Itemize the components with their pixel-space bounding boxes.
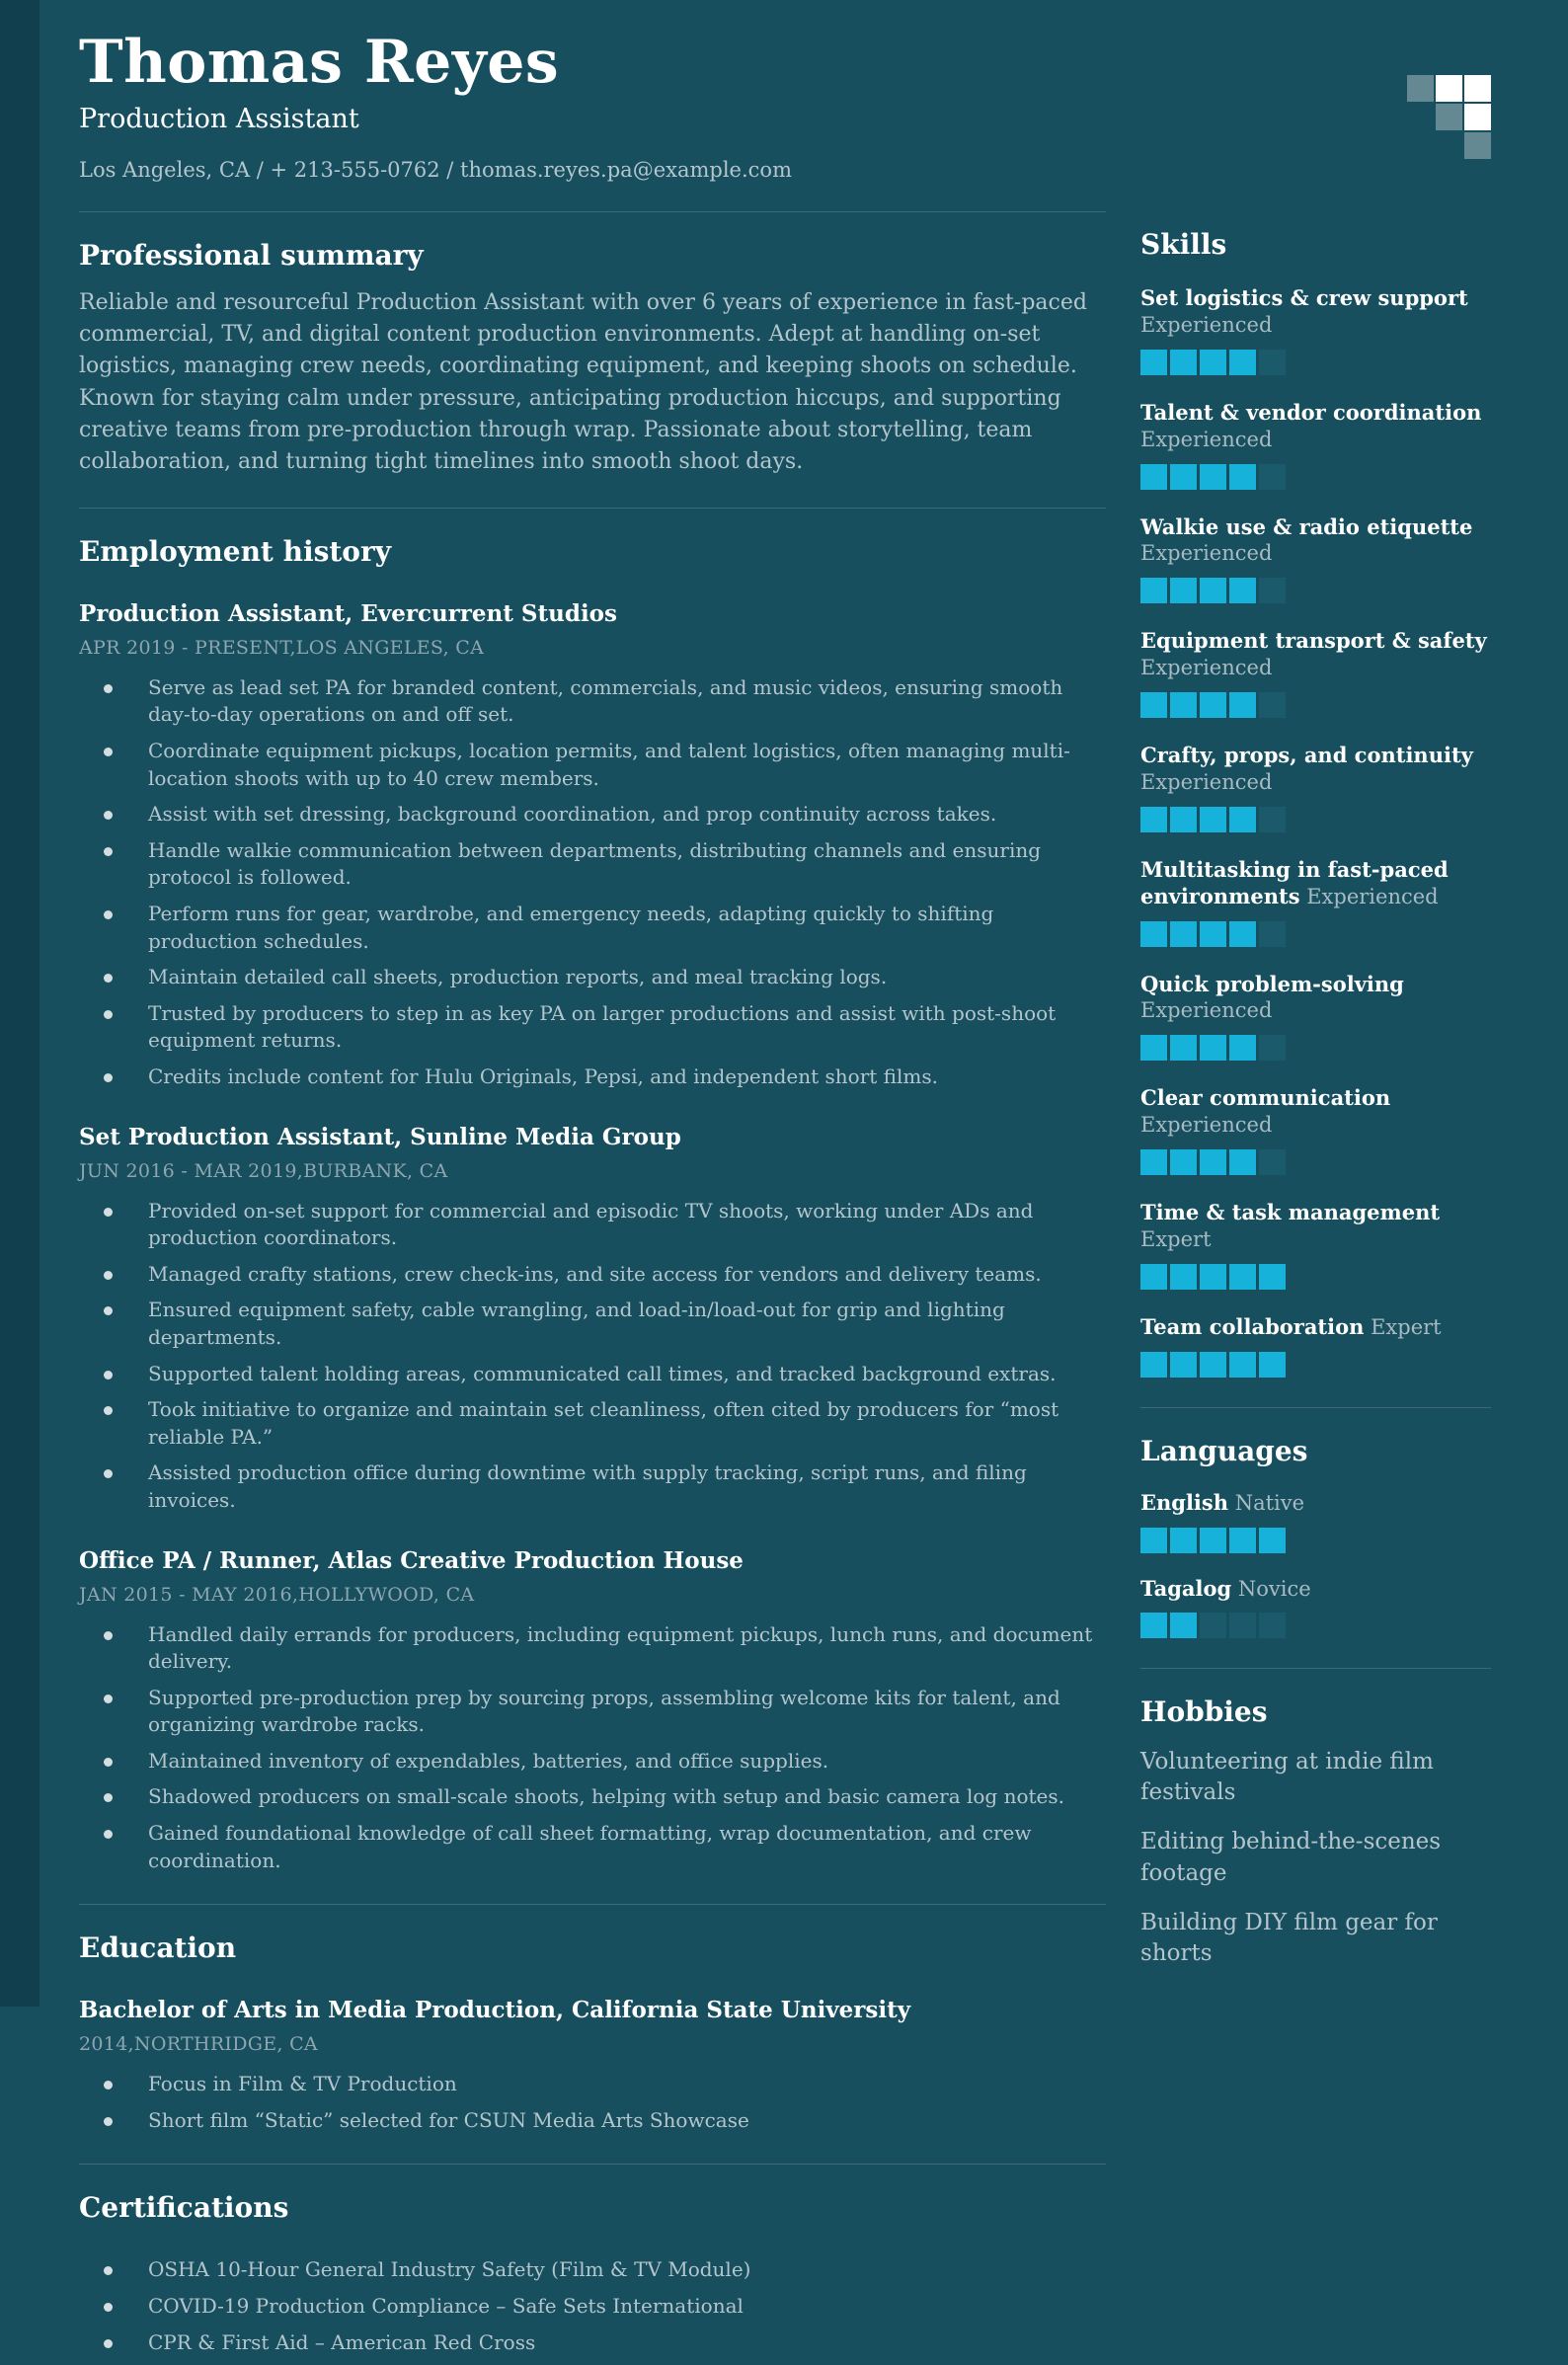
- bullet-item: Took initiative to organize and maintain set cleanliness, often cited by producers for “most reliable PA.”: [79, 1396, 1106, 1451]
- skill-label: [1140, 285, 1491, 339]
- bullet-item: COVID-19 Production Compliance – Safe Sets International: [79, 2293, 1106, 2321]
- rating-cell-filled: [1170, 692, 1197, 718]
- rating-cell-filled: [1170, 1528, 1197, 1553]
- rating-cell-filled: [1200, 578, 1226, 603]
- skill-level: Experienced: [1140, 656, 1273, 680]
- skill-level: Expert: [1140, 1226, 1212, 1251]
- bullet-item: Handle walkie communication between departments, distributing channels and ensuring protocol is followed.: [79, 837, 1106, 892]
- section-heading-employment: Employment history: [79, 534, 391, 568]
- rating-cell-filled: [1140, 1352, 1167, 1378]
- skill-name: Team collaboration: [1140, 1313, 1365, 1339]
- page-content: [79, 0, 1491, 2365]
- hobby-item: Volunteering at indie film festivals: [1140, 1749, 1434, 1806]
- rating-cell-filled: [1200, 1528, 1226, 1553]
- rating-cell-empty: [1259, 1149, 1286, 1175]
- bullet-item: Assist with set dressing, background coordination, and prop continuity across takes.: [79, 801, 1106, 828]
- logo-square-empty: [1407, 132, 1434, 159]
- skill-level: Experienced: [1306, 884, 1439, 908]
- education-bullet-list: [79, 2071, 1106, 2134]
- job-entry: [79, 1124, 1106, 1515]
- bullet-item: Perform runs for gear, wardrobe, and emergency needs, adapting quickly to shifting production schedules.: [79, 901, 1106, 955]
- skill-rating-bar: [1140, 1149, 1491, 1175]
- language-name: English: [1140, 1489, 1229, 1515]
- bullet-item: Shadowed producers on small-scale shoots, helping with setup and basic camera log notes.: [79, 1783, 1106, 1811]
- bullet-item: Provided on-set support for commercial and episodic TV shoots, working under ADs and production coordinators.: [79, 1198, 1106, 1252]
- skill-level: Experienced: [1140, 998, 1273, 1023]
- skill-name: Clear communication: [1140, 1085, 1391, 1111]
- rating-cell-filled: [1140, 464, 1167, 490]
- skill-item: [1140, 400, 1491, 490]
- skill-rating-bar: [1140, 1035, 1491, 1061]
- language-level: Novice: [1237, 1576, 1311, 1601]
- job-location: HOLLYWOOD, CA: [298, 1583, 475, 1606]
- job-bullet-list: [79, 674, 1106, 1091]
- rating-cell-filled: [1140, 350, 1167, 375]
- squares-grid-logo-icon: [1140, 75, 1491, 159]
- hobby-item: Building DIY film gear for shorts: [1140, 1909, 1438, 1966]
- skill-rating-bar: [1140, 578, 1491, 603]
- rating-cell-filled: [1170, 1613, 1197, 1638]
- skill-rating-bar: [1140, 807, 1491, 832]
- rating-cell-filled: [1200, 807, 1226, 832]
- skill-label: [1140, 857, 1491, 910]
- job-dates: JAN 2015 - MAY 2016,: [79, 1583, 299, 1606]
- rating-cell-empty: [1259, 350, 1286, 375]
- rating-cell-filled: [1170, 921, 1197, 947]
- language-item: [1140, 1576, 1491, 1639]
- skill-item: [1140, 514, 1491, 604]
- rating-cell-filled: [1200, 1352, 1226, 1378]
- language-label: [1140, 1490, 1491, 1517]
- skill-level: Experienced: [1140, 1113, 1273, 1138]
- skill-name: Equipment transport & safety: [1140, 628, 1487, 654]
- divider: [79, 508, 1106, 509]
- divider: [79, 1904, 1106, 1905]
- rating-cell-filled: [1229, 1264, 1256, 1290]
- rating-cell-filled: [1170, 350, 1197, 375]
- section-heading-hobbies: Hobbies: [1140, 1695, 1268, 1729]
- rating-cell-empty: [1259, 578, 1286, 603]
- skill-label: [1140, 514, 1491, 568]
- skill-level: Experienced: [1140, 541, 1273, 566]
- language-level: Native: [1234, 1490, 1305, 1515]
- rating-cell-filled: [1229, 578, 1256, 603]
- skill-level: Experienced: [1140, 312, 1273, 337]
- rating-cell-filled: [1229, 464, 1256, 490]
- bullet-item: OSHA 10-Hour General Industry Safety (Film & TV Module): [79, 2256, 1106, 2284]
- bullet-item: Gained foundational knowledge of call sheet formatting, wrap documentation, and crew coordination.: [79, 1820, 1106, 1874]
- candidate-title: Production Assistant: [79, 104, 359, 135]
- rating-cell-filled: [1140, 1035, 1167, 1061]
- rating-cell-filled: [1259, 1528, 1286, 1553]
- bullet-item: Maintained inventory of expendables, batteries, and office supplies.: [79, 1748, 1106, 1775]
- skill-item: [1140, 285, 1491, 375]
- bullet-item: Ensured equipment safety, cable wrangling, and load-in/load-out for grip and lighting departments.: [79, 1297, 1106, 1351]
- skill-name: Walkie use & radio etiquette: [1140, 513, 1473, 539]
- bullet-item: Assisted production office during downtime with supply tracking, script runs, and filing invoices.: [79, 1459, 1106, 1514]
- sidebar-column: [1140, 0, 1491, 2365]
- education-meta: [79, 2033, 1106, 2055]
- language-name: Tagalog: [1140, 1575, 1232, 1601]
- main-column: [79, 0, 1106, 2365]
- rating-cell-filled: [1140, 1613, 1167, 1638]
- rating-cell-filled: [1229, 1528, 1256, 1553]
- job-meta: [79, 637, 1106, 659]
- job-dates: APR 2019 - PRESENT,: [79, 636, 296, 659]
- language-label: [1140, 1576, 1491, 1603]
- rating-cell-empty: [1259, 807, 1286, 832]
- skill-rating-bar: [1140, 921, 1491, 947]
- bullet-item: Handled daily errands for producers, including equipment pickups, lunch runs, and document delivery.: [79, 1621, 1106, 1676]
- job-meta: [79, 1160, 1106, 1182]
- rating-cell-filled: [1140, 1264, 1167, 1290]
- section-heading-summary: Professional summary: [79, 239, 424, 273]
- rating-cell-filled: [1140, 578, 1167, 603]
- skill-name: Talent & vendor coordination: [1140, 399, 1482, 425]
- rating-cell-empty: [1259, 921, 1286, 947]
- bullet-item: Trusted by producers to step in as key PA on larger productions and assist with post-shoot equipment returns.: [79, 1000, 1106, 1055]
- skill-label: [1140, 1085, 1491, 1139]
- skill-name: Set logistics & crew support: [1140, 285, 1468, 310]
- summary-text: Reliable and resourceful Production Assistant with over 6 years of experience in fast-paced commercial, TV, and digital content production environments. Adept at handling on-set logistics, managing crew needs, coordinating equipment, and keeping shoots on schedule. Known for staying calm under pressure, anticipating production hiccups, and supporting creative teams from pre-production through wrap. Passionate about storytelling, team collaboration, and turning tight timelines into smooth shoot days.: [79, 290, 1087, 474]
- rating-cell-filled: [1229, 692, 1256, 718]
- divider: [79, 2164, 1106, 2165]
- language-rating-bar: [1140, 1528, 1491, 1553]
- logo-square-white: [1464, 104, 1491, 130]
- skill-name: Time & task management: [1140, 1200, 1441, 1224]
- hobby-item: Editing behind-the-scenes footage: [1140, 1829, 1442, 1886]
- skill-label: [1140, 628, 1491, 681]
- job-dates: JUN 2016 - MAR 2019,: [79, 1159, 304, 1182]
- skill-label: [1140, 743, 1491, 796]
- skill-label: [1140, 1314, 1491, 1341]
- rating-cell-filled: [1200, 350, 1226, 375]
- bullet-item: CPR & First Aid – American Red Cross: [79, 2329, 1106, 2357]
- job-location: BURBANK, CA: [303, 1159, 448, 1182]
- skill-level: Experienced: [1140, 769, 1273, 794]
- skill-level: Expert: [1371, 1314, 1442, 1339]
- rating-cell-filled: [1170, 1149, 1197, 1175]
- bullet-item: Managed crafty stations, crew check-ins, and site access for vendors and delivery teams.: [79, 1261, 1106, 1289]
- rating-cell-filled: [1170, 1352, 1197, 1378]
- divider: [1140, 1668, 1491, 1669]
- skill-label: [1140, 1200, 1491, 1253]
- skill-item: [1140, 628, 1491, 718]
- skill-name: Multitasking in fast-paced environments: [1140, 856, 1449, 908]
- skill-item: [1140, 857, 1491, 947]
- rating-cell-filled: [1170, 578, 1197, 603]
- logo-square-empty: [1436, 132, 1462, 159]
- job-entry: [79, 600, 1106, 1091]
- rating-cell-filled: [1170, 464, 1197, 490]
- job-bullet-list: [79, 1198, 1106, 1515]
- rating-cell-filled: [1140, 1149, 1167, 1175]
- logo-square-empty: [1407, 104, 1434, 130]
- rating-cell-filled: [1259, 1264, 1286, 1290]
- bullet-item: Supported talent holding areas, communicated call times, and tracked background extras.: [79, 1361, 1106, 1388]
- rating-cell-empty: [1259, 1035, 1286, 1061]
- bullet-item: Supported pre-production prep by sourcing props, assembling welcome kits for talent, and organizing wardrobe racks.: [79, 1685, 1106, 1739]
- left-accent-stripe: [0, 0, 39, 2007]
- job-bullet-list: [79, 1621, 1106, 1875]
- rating-cell-filled: [1200, 921, 1226, 947]
- education-entry: [79, 1997, 1106, 2134]
- bullet-item: Maintain detailed call sheets, production reports, and meal tracking logs.: [79, 964, 1106, 991]
- rating-cell-filled: [1229, 807, 1256, 832]
- certifications-entry: [79, 2256, 1106, 2356]
- education-location: NORTHRIDGE, CA: [133, 2033, 318, 2056]
- logo-square-white: [1436, 75, 1462, 102]
- skill-label: [1140, 400, 1491, 453]
- skill-rating-bar: [1140, 1352, 1491, 1378]
- rating-cell-filled: [1229, 1035, 1256, 1061]
- rating-cell-filled: [1200, 1035, 1226, 1061]
- rating-cell-filled: [1229, 1149, 1256, 1175]
- skill-item: [1140, 1200, 1491, 1290]
- skill-rating-bar: [1140, 350, 1491, 375]
- section-heading-skills: Skills: [1140, 228, 1227, 261]
- candidate-name: Thomas Reyes: [79, 28, 560, 97]
- rating-cell-filled: [1200, 692, 1226, 718]
- section-heading-languages: Languages: [1140, 1434, 1308, 1467]
- rating-cell-empty: [1259, 1613, 1286, 1638]
- job-title: Production Assistant, Evercurrent Studios: [79, 599, 617, 627]
- rating-cell-empty: [1200, 1613, 1226, 1638]
- bullet-item: Short film “Static” selected for CSUN Media Arts Showcase: [79, 2107, 1106, 2135]
- rating-cell-filled: [1200, 1149, 1226, 1175]
- job-location: LOS ANGELES, CA: [295, 636, 485, 659]
- skill-item: [1140, 972, 1491, 1062]
- skill-item: [1140, 743, 1491, 832]
- rating-cell-filled: [1229, 1352, 1256, 1378]
- logo-square-white: [1464, 75, 1491, 102]
- certifications-list: [79, 2256, 1106, 2356]
- rating-cell-filled: [1170, 807, 1197, 832]
- section-heading-certifications: Certifications: [79, 2191, 289, 2225]
- job-title: Office PA / Runner, Atlas Creative Production House: [79, 1546, 744, 1574]
- rating-cell-filled: [1259, 1352, 1286, 1378]
- rating-cell-filled: [1140, 921, 1167, 947]
- rating-cell-empty: [1259, 464, 1286, 490]
- bullet-item: Coordinate equipment pickups, location permits, and talent logistics, often managing multi-location shoots with up to 40 crew members.: [79, 738, 1106, 792]
- rating-cell-filled: [1140, 1528, 1167, 1553]
- bullet-item: Focus in Film & TV Production: [79, 2071, 1106, 2098]
- contact-line: Los Angeles, CA / + 213-555-0762 / thomas.reyes.pa@example.com: [79, 158, 792, 183]
- education-degree: Bachelor of Arts in Media Production, California State University: [79, 1997, 911, 2024]
- education-dates: 2014,: [79, 2033, 134, 2056]
- job-meta: [79, 1584, 1106, 1606]
- skill-name: Quick problem-solving: [1140, 971, 1404, 996]
- job-entry: [79, 1547, 1106, 1875]
- section-heading-education: Education: [79, 1931, 237, 1965]
- rating-cell-filled: [1229, 350, 1256, 375]
- skill-rating-bar: [1140, 464, 1491, 490]
- rating-cell-filled: [1170, 1264, 1197, 1290]
- logo-square-muted: [1436, 104, 1462, 130]
- language-rating-bar: [1140, 1613, 1491, 1638]
- logo-square-muted: [1407, 75, 1434, 102]
- rating-cell-filled: [1170, 1035, 1197, 1061]
- job-title: Set Production Assistant, Sunline Media Group: [79, 1123, 681, 1150]
- rating-cell-empty: [1259, 692, 1286, 718]
- skill-label: [1140, 972, 1491, 1025]
- rating-cell-empty: [1229, 1613, 1256, 1638]
- divider: [1140, 1407, 1491, 1408]
- rating-cell-filled: [1229, 921, 1256, 947]
- skill-rating-bar: [1140, 1264, 1491, 1290]
- skill-name: Crafty, props, and continuity: [1140, 743, 1473, 767]
- rating-cell-filled: [1200, 1264, 1226, 1290]
- divider: [79, 211, 1106, 212]
- language-item: [1140, 1490, 1491, 1553]
- rating-cell-filled: [1140, 807, 1167, 832]
- bullet-item: Credits include content for Hulu Originals, Pepsi, and independent short films.: [79, 1064, 1106, 1091]
- skill-item: [1140, 1085, 1491, 1175]
- rating-cell-filled: [1140, 692, 1167, 718]
- skill-level: Experienced: [1140, 427, 1273, 451]
- logo-square-muted: [1464, 132, 1491, 159]
- bullet-item: Serve as lead set PA for branded content, commercials, and music videos, ensuring smooth day-to-day operations on and off set.: [79, 674, 1106, 729]
- skill-item: [1140, 1314, 1491, 1378]
- skill-rating-bar: [1140, 692, 1491, 718]
- rating-cell-filled: [1200, 464, 1226, 490]
